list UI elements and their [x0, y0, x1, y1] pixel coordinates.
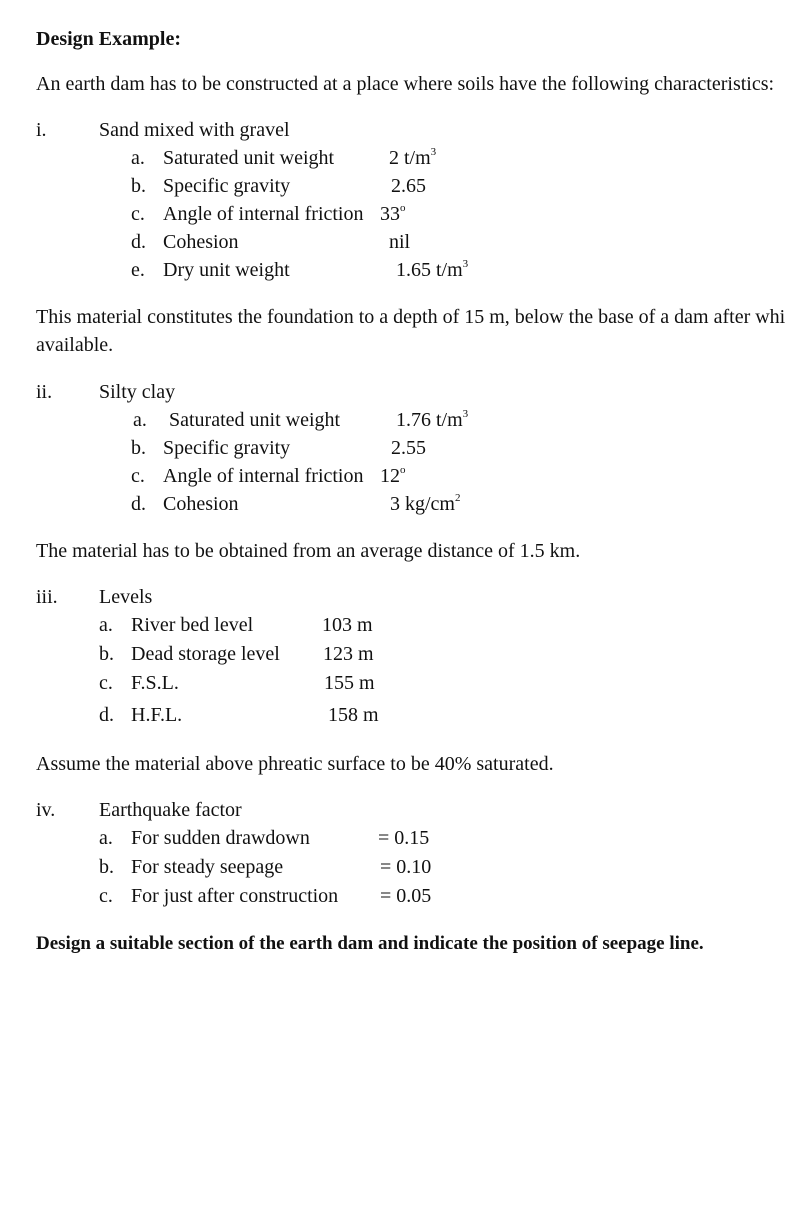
list-item-letter: c.: [99, 672, 113, 694]
property-label: Dry unit weight: [163, 259, 290, 281]
property-value: 12$^o$: [380, 464, 406, 487]
factor-label: For steady seepage: [131, 856, 284, 878]
section-i-title: Sand mixed with gravel: [99, 119, 290, 141]
property-value: 33$^o$: [380, 202, 406, 225]
section-ii-note: The material has to be obtained from an average distance of 1.5 km.: [36, 540, 581, 562]
list-item-letter: e.: [131, 259, 145, 281]
section-iii-numeral: iii.: [36, 586, 58, 608]
list-item-letter: a.: [131, 147, 145, 169]
section-ii-numeral: ii.: [36, 381, 53, 403]
factor-value: = 0.10: [380, 856, 432, 878]
property-value: 2 $t/m^3$: [389, 146, 437, 169]
list-item-letter: b.: [99, 643, 114, 665]
cropped-text-fragment: [26, 0, 52, 2]
list-item-letter: a.: [133, 409, 147, 431]
factor-value: = 0.05: [380, 885, 432, 907]
list-item-letter: a.: [99, 614, 113, 636]
factor-label: For sudden drawdown: [131, 827, 310, 849]
property-value: 3 $kg/cm^2$: [390, 492, 461, 515]
level-label: Dead storage level: [131, 643, 280, 665]
design-task: Design a suitable section of the earth dam and indicate the position of seepage line.: [36, 933, 704, 954]
property-label: Cohesion: [163, 493, 239, 515]
section-iii-title: Levels: [99, 586, 153, 608]
level-value: 123 m: [323, 643, 374, 665]
level-label: River bed level: [131, 614, 254, 636]
list-item-letter: a.: [99, 827, 113, 849]
page-heading: Design Example:: [36, 28, 181, 50]
property-label: Specific gravity: [163, 437, 291, 459]
list-item-letter: c.: [131, 465, 145, 487]
list-item-letter: c.: [99, 885, 113, 907]
property-label: Cohesion: [163, 231, 239, 253]
section-i-numeral: i.: [36, 119, 47, 141]
section-i-note-line: This material constitutes the foundation to a depth of 15 m, below the base of a dam after whi: [36, 306, 786, 328]
property-label: Angle of internal friction: [163, 465, 364, 487]
section-iii-note: Assume the material above phreatic surface to be 40% saturated.: [36, 753, 554, 775]
property-label: Specific gravity: [163, 175, 291, 197]
property-value: 2.65: [391, 175, 426, 197]
property-label: Angle of internal friction: [163, 203, 364, 225]
factor-label: For just after construction: [131, 885, 339, 907]
list-item-letter: d.: [131, 231, 146, 253]
level-value: 158 m: [328, 704, 379, 726]
intro-paragraph: An earth dam has to be constructed at a place where soils have the following characteristics:: [36, 73, 775, 95]
list-item-letter: d.: [99, 704, 114, 726]
list-item-letter: b.: [131, 437, 146, 459]
section-iv-title: Earthquake factor: [99, 799, 242, 821]
property-value: 2.55: [391, 437, 426, 459]
list-item-letter: b.: [131, 175, 146, 197]
level-label: F.S.L.: [131, 672, 179, 694]
level-label: H.F.L.: [131, 704, 183, 726]
property-value: nil: [389, 231, 411, 253]
section-iv-numeral: iv.: [36, 799, 56, 821]
level-value: 155 m: [324, 672, 375, 694]
property-label: Saturated unit weight: [163, 147, 335, 169]
section-ii-title: Silty clay: [99, 381, 176, 403]
list-item-letter: c.: [131, 203, 145, 225]
list-item-letter: b.: [99, 856, 114, 878]
property-value: 1.76 $t/m^3$: [396, 408, 469, 431]
level-value: 103 m: [322, 614, 373, 636]
property-value: 1.65 $t/m^3$: [396, 258, 469, 281]
property-label: Saturated unit weight: [169, 409, 341, 431]
list-item-letter: d.: [131, 493, 146, 515]
section-i-note-line: available.: [36, 334, 114, 356]
factor-value: = 0.15: [378, 827, 430, 849]
